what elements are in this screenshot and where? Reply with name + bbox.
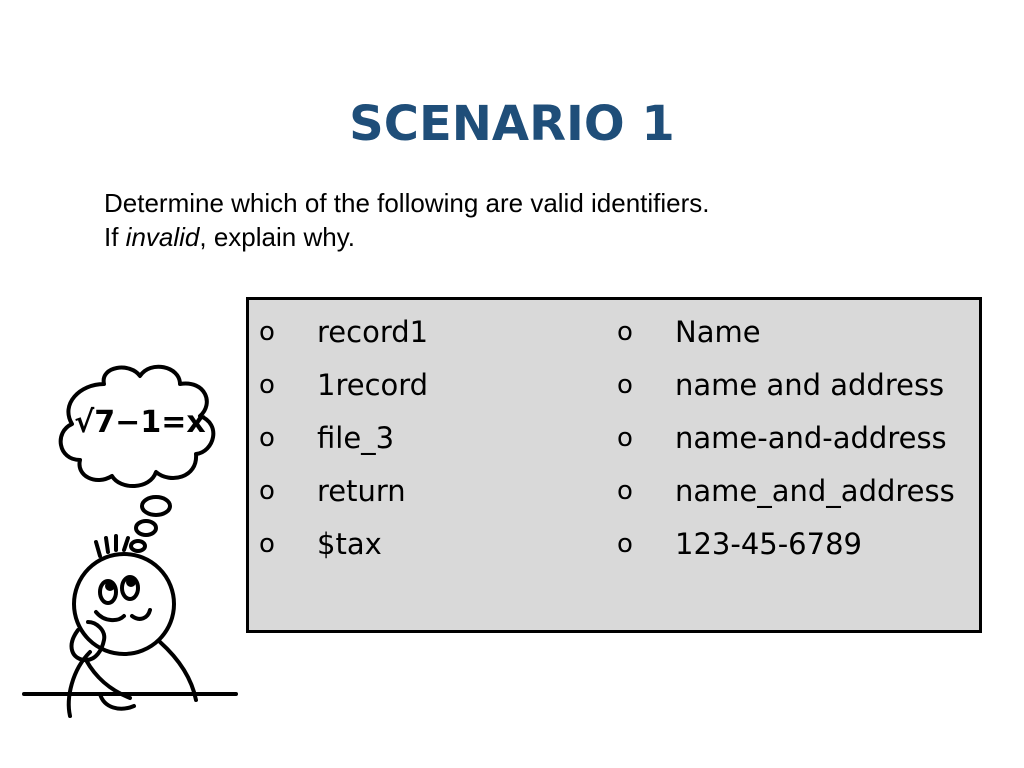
instruction-emphasis: invalid (125, 222, 200, 252)
thought-dot-icon (142, 497, 170, 515)
list-item (259, 416, 428, 469)
identifier-text: name and address (675, 368, 945, 402)
list-item (617, 310, 955, 363)
list-item (259, 363, 428, 416)
list-item (617, 522, 955, 575)
list-item (617, 416, 955, 469)
bullet-icon: o (617, 476, 633, 506)
head-icon (74, 554, 174, 654)
bullet-icon: o (259, 423, 275, 453)
identifier-text: record1 (317, 315, 429, 349)
instruction-line-2-prefix: If (104, 222, 126, 252)
identifier-text: name-and-address (675, 421, 947, 455)
bullet-icon: o (617, 423, 633, 453)
instructions (104, 186, 710, 254)
identifier-text: name_and_address (675, 474, 955, 508)
identifier-text: 123-45-6789 (675, 527, 862, 561)
list-item (259, 310, 428, 363)
instruction-line-2 (104, 220, 710, 254)
thinking-person-icon (0, 360, 250, 730)
list-item (259, 522, 428, 575)
identifier-list-left (259, 310, 428, 575)
bullet-icon: o (617, 317, 633, 347)
identifier-list-box (246, 297, 982, 633)
identifier-text: 1record (317, 368, 429, 402)
identifier-text: $tax (317, 527, 382, 561)
identifier-text: Name (675, 315, 761, 349)
bullet-icon: o (259, 370, 275, 400)
slide-title: SCENARIO 1 (349, 96, 675, 152)
bullet-icon: o (259, 317, 275, 347)
instruction-line-2-suffix: , explain why. (199, 222, 355, 252)
thought-equation: √7−1=x (74, 405, 206, 440)
list-item (259, 469, 428, 522)
identifier-list-right (617, 310, 955, 575)
bullet-icon: o (617, 529, 633, 559)
identifier-text: file_3 (317, 421, 395, 455)
bullet-icon: o (259, 476, 275, 506)
bullet-icon: o (617, 370, 633, 400)
list-item (617, 469, 955, 522)
instruction-line-1: Determine which of the following are valid identifiers. (104, 188, 710, 218)
thought-dot-icon (136, 521, 156, 535)
list-item (617, 363, 955, 416)
bullet-icon: o (259, 529, 275, 559)
thought-dot-icon (131, 541, 145, 551)
identifier-text: return (317, 474, 406, 508)
